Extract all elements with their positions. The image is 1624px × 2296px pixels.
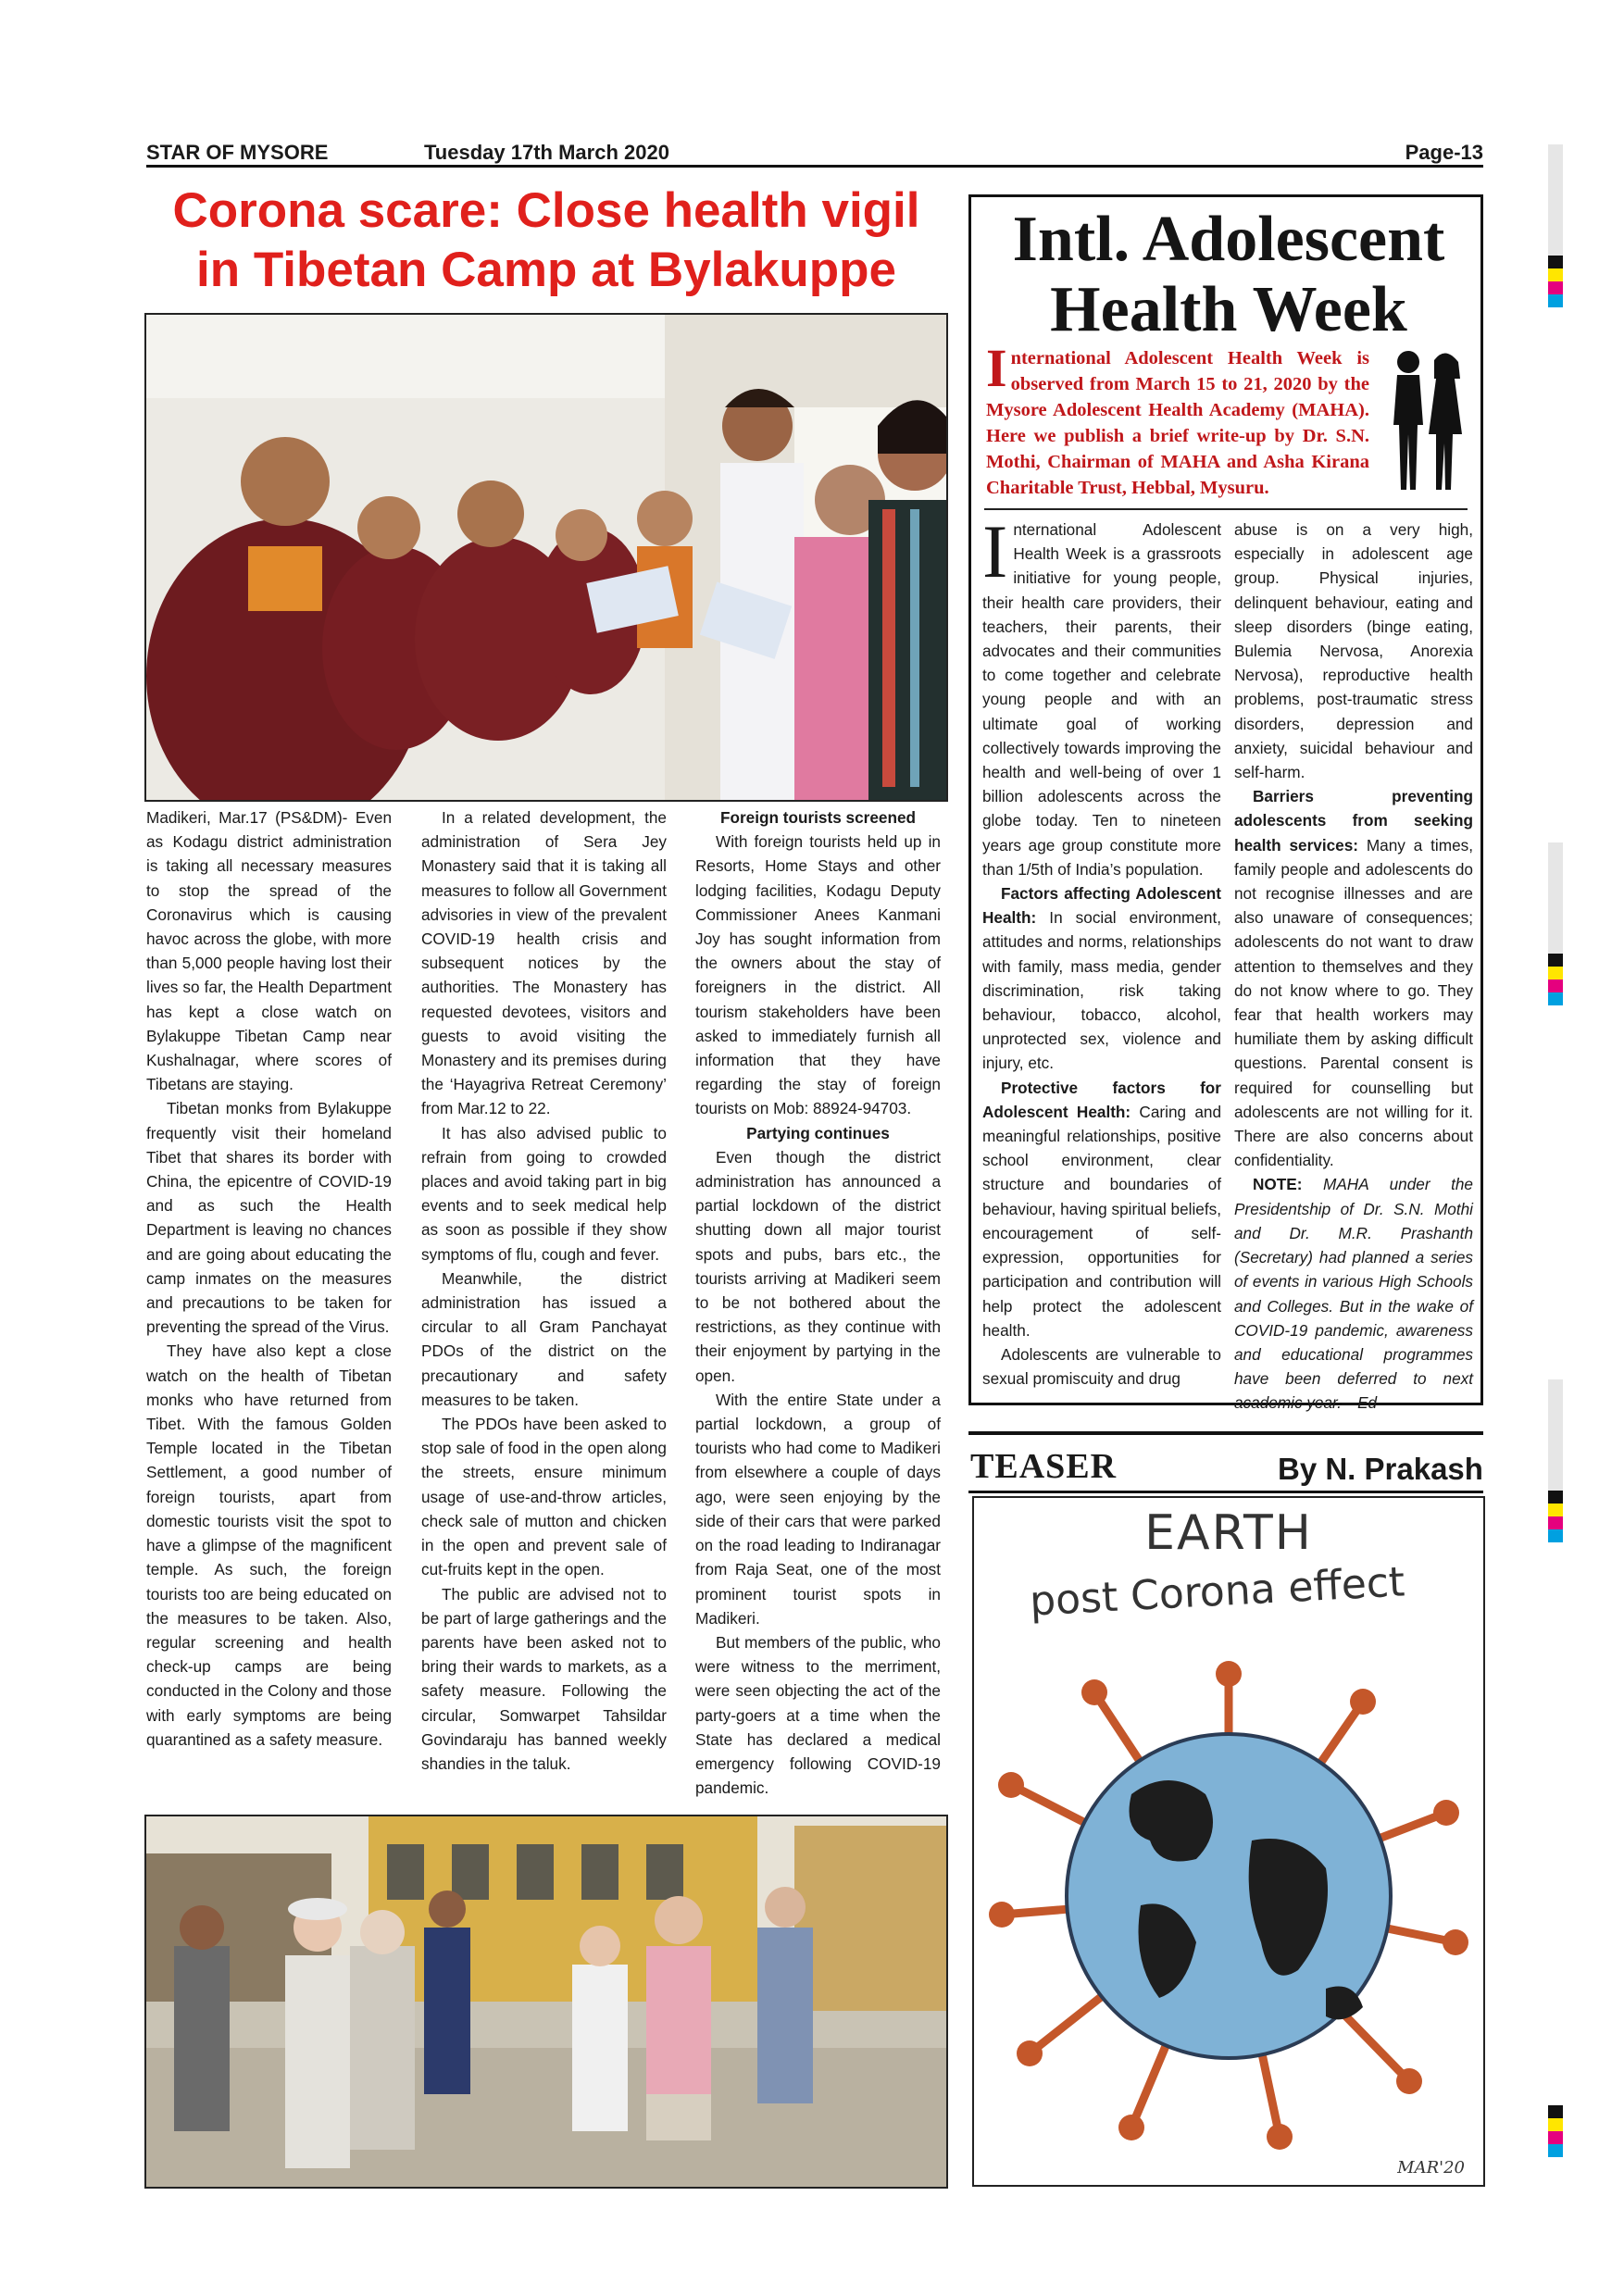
article-column-3 <box>695 805 941 1800</box>
article-paragraph: Barriers preventing adolescents from seeking health services: Many a times, family people and adolescents do not recognise illnesses and are also unaware of consequences; adolescents do not want to draw attention to themselves and they do not know where to go. They fear that health workers may humiliate them by asking difficult questions. Parental consent is required for counselling but adolescents are not willing for it. There are also concerns about confidentiality. <box>1234 787 1473 1170</box>
cartoon-subtitle: post Corona effect <box>1028 1558 1406 1626</box>
article-paragraph: Protective factors for Adolescent Health: Caring and meaningful relationships, positive school environment, clear structure and boundaries of behaviour, having spiritual beliefs, encouragement of self-expression, opportunities for participation and contribution will help protect the adolescent health. <box>982 1078 1222 1340</box>
subheading-barriers: Barriers preventing adolescents from seeking health services: <box>1234 787 1473 855</box>
article-paragraph: With the entire State under a partial lockdown, a group of tourists who had come to Madikeri from elsewhere a couple of days ago, were seen enjoying by the side of their cars that were parked on the road leading to Indiranagar from Raja Seat, one of the most prominent tourist spots in Madikeri. <box>695 1390 941 1628</box>
article-paragraph: In a related development, the administration of Sera Jey Monastery said that it is taking all measures to follow all Government advisories in view of the prevalent COVID-19 health crisis and subsequent notices by the authorities. The Monastery has requested devotees, visitors and guests to avoid visiting the Monastery and its premises during the ‘Hayagriva Retreat Ceremony’ from Mar.12 to 22. <box>421 808 667 1118</box>
article-paragraph: It has also advised public to refrain from going to crowded places and avoid taking part in big events and to seek medical help as soon as possible if they show symptoms of flu, cough and fever. <box>421 1123 667 1264</box>
health-week-title <box>971 205 1486 345</box>
article-paragraph: They have also kept a close watch on the health of Tibetan monks who have returned from Tibet. With the famous Golden Temple located in the Tibetan Settlement, a good number of foreign tourists, apart from domestic tourists visit the spot to have a glimpse of the magnificent temple. As such, the foreign tourists too are being educated on the measures to be taken. Also, regular screening and health check-up camps are being conducted in the Colony and those with early symptoms are being quarantined as a safety measure. <box>146 1341 392 1749</box>
headline-line-2: in Tibetan Camp at Bylakuppe <box>196 243 896 297</box>
article-paragraph: But members of the public, who were witness to the merriment, were seen objecting the act of the party-goers at a time when the State has declared a medical emergency following COVID-19 pandemic. <box>695 1632 941 1798</box>
teaser-rule-bottom <box>968 1491 1483 1493</box>
article-paragraph: Madikeri, Mar.17 (PS&DM)- Even as Kodagu district administration is taking all necessary measures to stop the spread of the Coronavirus which is causing havoc across the globe, with more than 5,000 people having lost their lives so far, the Health Department has kept a close watch on Bylakuppe Tibetan Camp near Kushalnagar, where scores of Tibetans are staying. <box>146 808 392 1094</box>
intro-text: nternational Adolescent Health Week is observed from March 15 to 21, 2020 by the Mysore Adolescent Health Academy (MAHA). Here we publish a brief write-up by Dr. S.N. Mothi, Chairman of MAHA and Asha Kirana Charitable Trust, Hebbal, Mysuru. <box>986 348 1369 498</box>
health-week-title-line-2: Health Week <box>1050 274 1407 345</box>
intro-drop-cap: I <box>986 338 1007 398</box>
subheading-protective: Protective factors for Adolescent Health: <box>982 1078 1221 1121</box>
article-paragraph: International Adolescent Health Week is a grassroots initiative for young people, their health care providers, their teachers, their parents, their advocates and their communities to come together and celebrate young people and with an ultimate goal of working collectively towards improving the health and well-being of over 1 billion adolescents across the globe today. Ten to nineteen years age group constitute more than 1/5th of India’s population. <box>982 509 1221 879</box>
article-paragraph: Factors affecting Adolescent Health: In social environment, attitudes and norms, relationships with family, mass media, gender discrimination, risk taking behaviour, tobacco, alcohol, unprotected sex, violence and injury, etc. <box>982 884 1221 1073</box>
photo-monks-health-check <box>144 313 948 802</box>
cartoon-earth-corona <box>972 1496 1485 2187</box>
article-column-2 <box>421 805 667 1776</box>
teaser-rule-top <box>968 1431 1483 1435</box>
adolescents-silhouette-icon <box>1380 342 1473 499</box>
virus-earth-drawing <box>974 1637 1483 2155</box>
health-week-column-1 <box>982 509 1222 1391</box>
newspaper-name: STAR OF MYSORE <box>146 141 329 164</box>
page-number: Page-13 <box>1405 141 1483 164</box>
subheading-factors: Factors affecting Adolescent Health: <box>982 884 1221 928</box>
drop-cap: I <box>982 509 1008 593</box>
issue-date: Tuesday 17th March 2020 <box>424 141 669 164</box>
cartoon-title: EARTH <box>1144 1505 1313 1561</box>
article-paragraph: Even though the district administration has announced a partial lockdown of the district shutting down all major tourist spots and pubs, bars etc., the tourists arriving at Madikeri seem to be not bothered about the restrictions, as they continue with their enjoyment by partying in the open. <box>695 1147 941 1385</box>
article-column-1 <box>146 805 392 1752</box>
subheading-foreign-tourists: Foreign tourists screened <box>719 808 917 827</box>
article-paragraph: With foreign tourists held up in Resorts, Home Stays and other lodging facilities, Kodagu Deputy Commissioner Anees Kanmani Joy has sought information from the owners about the stay of foreigners in the district. All tourism stakeholders have been asked to immediately furnish all information that they have regarding the stay of foreign tourists on Mob: 88924-94703. <box>695 832 941 1118</box>
article-paragraph: The public are advised not to be part of large gatherings and the parents have been asked not to bring their wards to markets, as a safety measure. Following the circular, Somwarpet Tahsildar Govindaraju has banned weekly shandies in the taluk. <box>421 1584 667 1773</box>
registration-mark <box>1548 1379 1563 1542</box>
health-week-box <box>968 194 1483 1413</box>
article-paragraph: Adolescents are vulnerable to sexual promiscuity and drug <box>982 1344 1221 1389</box>
article-paragraph: Meanwhile, the district administration has issued a circular to all Gram Panchayat PDOs of the district on the precautionary and safety measures to be taken. <box>421 1268 667 1409</box>
editor-note: NOTE: MAHA under the Presidentship of Dr. S.N. Mothi and Dr. M.R. Prashanth (Secretary) had planned a series of events in various High Schools and Colleges. But in the wake of COVID-19 pandemic, awareness and educational programmes have been deferred to next academic year.—Ed <box>1234 1175 1473 1413</box>
article-paragraph: abuse is on a very high, especially in adolescent age group. Physical injuries, delinquent behaviour, eating and sleep disorders (binge eating, Bulemia Nervosa, Anorexia Nervosa), reproductive health problems, post-traumatic stress disorders, depression and anxiety, suicidal behaviour and self-harm. <box>1234 520 1473 782</box>
registration-mark <box>1548 144 1563 307</box>
box-divider <box>984 508 1468 510</box>
headline-line-1: Corona scare: Close health vigil <box>172 183 920 238</box>
health-week-intro <box>986 338 1369 501</box>
subheading-partying: Partying continues <box>746 1123 890 1142</box>
masthead <box>146 141 1483 168</box>
cartoonist-signature: MAR'20 <box>1397 2158 1465 2177</box>
photo-tourists <box>144 1815 948 2189</box>
teaser-label: TEASER <box>970 1447 1118 1486</box>
teaser-byline: By N. Prakash <box>1278 1452 1483 1486</box>
registration-mark <box>1548 2105 1563 2157</box>
health-week-column-2 <box>1234 518 1473 1416</box>
article-headline <box>139 181 954 300</box>
registration-mark <box>1548 842 1563 1005</box>
article-paragraph: Tibetan monks from Bylakuppe frequently visit their homeland Tibet that shares its border with China, the epicentre of COVID-19 and as such the Health Department is leaving no chances and are going about educating the camp inmates on the measures and precautions to be taken for preventing the spread of the Virus. <box>146 1099 392 1337</box>
note-label: NOTE: <box>1253 1175 1303 1194</box>
article-paragraph: The PDOs have been asked to stop sale of food in the open along the streets, ensure minimum usage of use-and-throw articles, check sale of mutton and chicken in the open and prevent sale of cut-fruits kept in the open. <box>421 1415 667 1579</box>
health-week-title-line-1: Intl. Adolescent <box>1012 204 1445 275</box>
